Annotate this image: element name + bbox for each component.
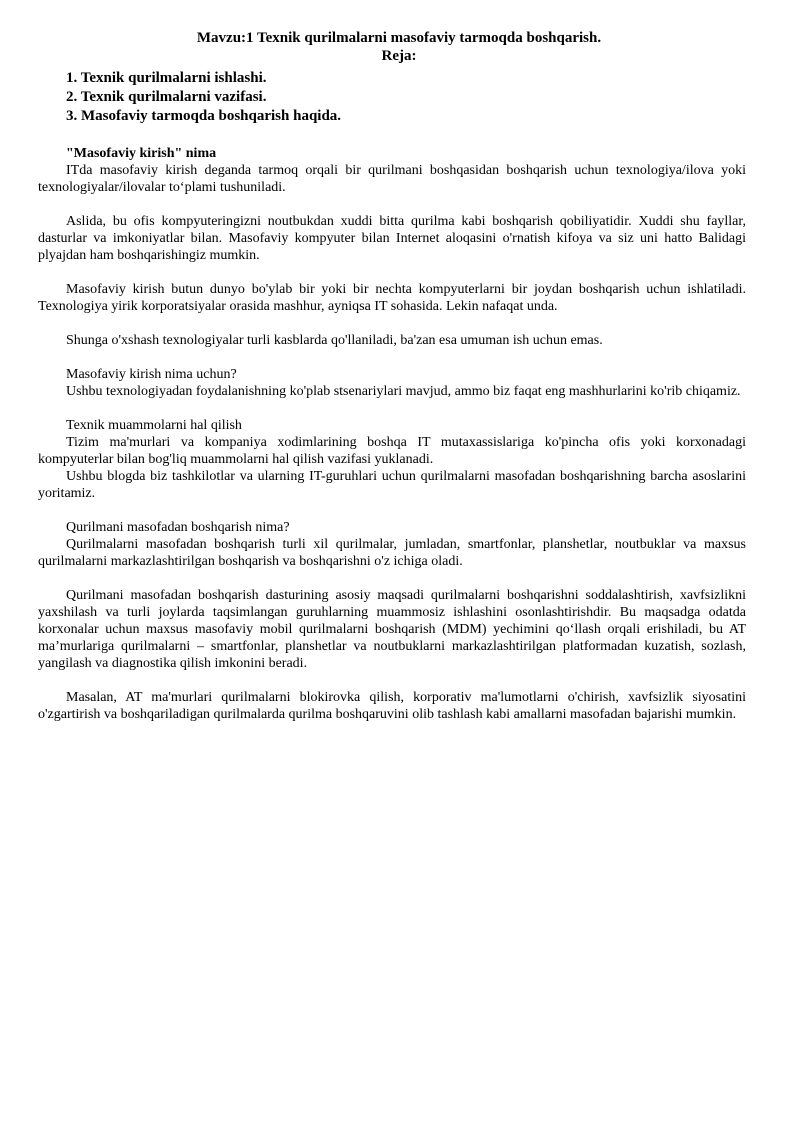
plan-item: 2. Texnik qurilmalarni vazifasi. [66,89,267,105]
paragraph: Tizim ma'murlari va kompaniya xodimlarining boshqa IT mutaxassislariga ko'pincha ofis yoki korxonadagi kompyuterlar bilan bog'liq muammolarni hal qilish vazifasi yuklanadi. [38,435,746,467]
subheading: Texnik muammolarni hal qilish [66,418,242,433]
paragraph: Masalan, AT ma'murlari qurilmalarni blokirovka qilish, korporativ ma'lumotlarni o'chirish, xavfsizlik siyosatini o'zgartirish va boshqariladigan qurilmalarda qurilma boshqaruvini olib tashlash kabi amallarni masofadan bajarishi mumkin. [38,690,746,722]
subheading: Qurilmani masofadan boshqarish nima? [66,520,290,535]
subheading: Masofaviy kirish nima uchun? [66,367,237,382]
paragraph: Ushbu blogda biz tashkilotlar va ularning IT-guruhlari uchun qurilmalarni masofadan boshqarishning barcha asoslarini yoritamiz. [38,469,746,501]
document-title: Mavzu:1 Texnik qurilmalarni masofaviy tarmoqda boshqarish. [196,30,602,46]
paragraph: ITda masofaviy kirish deganda tarmoq orqali bir qurilmani boshqasidan boshqarish uchun texnologiya/ilova yoki texnologiyalar/ilovalar to‘plami tushuniladi. [38,163,746,195]
paragraph: Ushbu texnologiyadan foydalanishning ko'plab stsenariylari mavjud, ammo biz faqat eng mashhurlarini ko'rib chiqamiz. [66,384,741,399]
paragraph: Qurilmalarni masofadan boshqarish turli xil qurilmalar, jumladan, smartfonlar, planshetlar, noutbuklar va maxsus qurilmalarni markazlashtirilgan boshqarish va boshqarishni o'z ichiga oladi. [38,537,746,569]
paragraph: Masofaviy kirish butun dunyo bo'ylab bir yoki bir nechta kompyuterlarni bir joydan boshqarish uchun ishlatiladi. Texnologiya yirik korporatsiyalar orasida mashhur, ayniqsa IT sohasida. Lekin nafaqat unda. [38,282,746,314]
paragraph: Shunga o'xshash texnologiyalar turli kasblarda qo'llaniladi, ba'zan esa umuman ish uchun emas. [66,333,603,348]
paragraph: Qurilmani masofadan boshqarish dasturining asosiy maqsadi qurilmalarni boshqarishni soddalashtirish, xavfsizlikni yaxshilash va turli joylarda taqsimlangan guruhlarning muammosiz ishlashini osonlashtirishdir. Bu maqsadga odatda korxonalar uchun maxsus masofaviy mobil qurilmalarni boshqarish (MDM) yechimini qo‘llash orqali erishiladi, bu AT ma’murlariga qurilmalarni – smartfonlar, planshetlar va noutbuklarni markazlashtirilgan platformadan kuzatish, sozlash, yangilash va diagnostika qilish imkonini beradi. [38,588,746,671]
plan-item: 3. Masofaviy tarmoqda boshqarish haqida. [66,108,342,124]
section-heading: "Masofaviy kirish" nima [66,146,217,161]
plan-item: 1. Texnik qurilmalarni ishlashi. [66,70,267,86]
plan-heading: Reja: [381,48,417,64]
plan-list [38,69,746,126]
paragraph: Aslida, bu ofis kompyuteringizni noutbukdan xuddi bitta qurilma kabi boshqarish qobiliyatidir. Xuddi shu fayllar, dasturlar va imkoniyatlar bilan. Masofaviy kompyuter bilan Internet aloqasini o'rnatish kifoya va siz uni hatto Balidagi plyajdan ham boshqarishingiz mumkin. [38,214,746,263]
